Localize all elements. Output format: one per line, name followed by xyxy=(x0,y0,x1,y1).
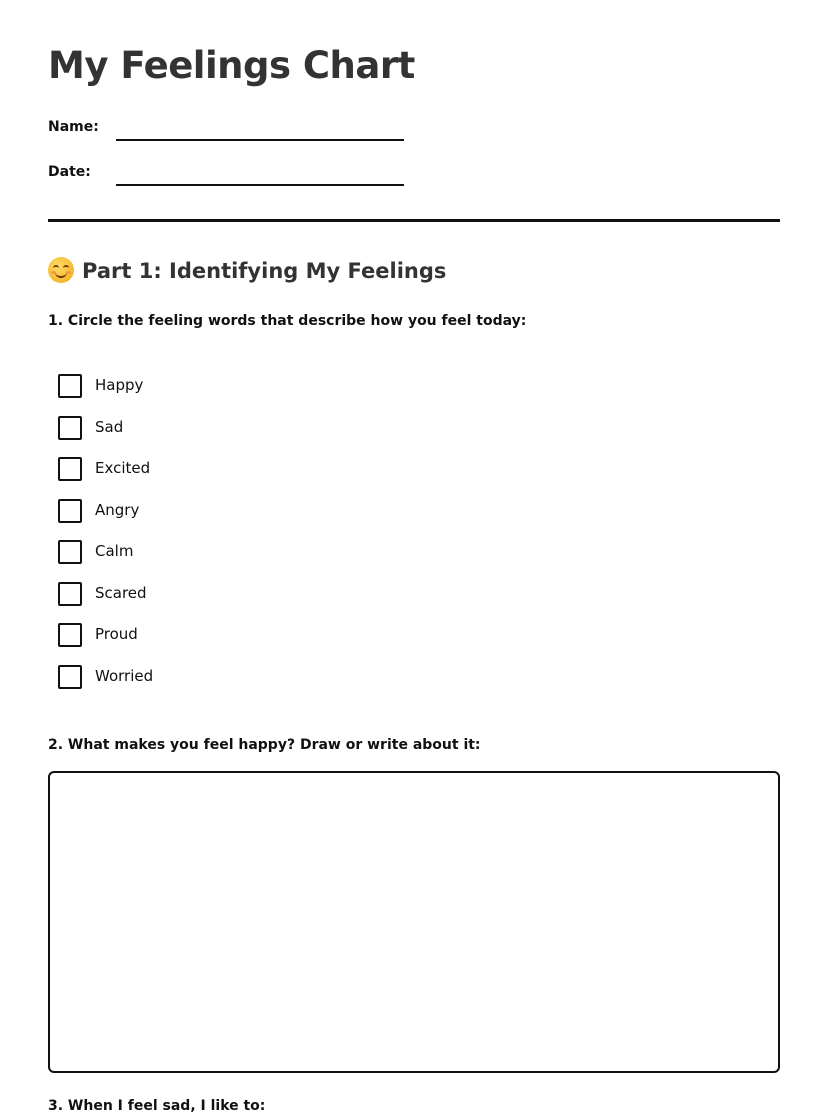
feeling-label: Excited xyxy=(95,459,151,477)
feeling-label: Proud xyxy=(95,625,138,643)
question-1: 1. Circle the feeling words that describe how you feel today: xyxy=(48,313,527,329)
header-divider xyxy=(48,219,780,222)
part1-heading xyxy=(48,257,446,285)
question-3: 3. When I feel sad, I like to: xyxy=(48,1098,266,1114)
feeling-label: Happy xyxy=(95,376,144,394)
feeling-label: Angry xyxy=(95,500,140,519)
feeling-checkbox[interactable] xyxy=(58,623,82,647)
smiling-face-icon xyxy=(48,257,74,283)
name-field xyxy=(48,118,408,144)
page-title: My Feelings Chart xyxy=(48,44,415,87)
feeling-label: Sad xyxy=(95,417,124,436)
date-field xyxy=(48,163,408,189)
date-input-line[interactable] xyxy=(116,184,404,186)
feeling-checkbox[interactable] xyxy=(58,665,82,689)
question-2: 2. What makes you feel happy? Draw or write about it: xyxy=(48,737,481,753)
feeling-label: Worried xyxy=(95,666,154,685)
feeling-checkbox[interactable] xyxy=(58,499,82,523)
part1-heading-text: Part 1: Identifying My Feelings xyxy=(82,259,447,283)
feeling-label: Calm xyxy=(95,542,134,560)
date-label: Date: xyxy=(48,164,91,180)
name-input-line[interactable] xyxy=(116,139,404,141)
feeling-checkbox[interactable] xyxy=(58,582,82,606)
feeling-checkbox[interactable] xyxy=(58,374,82,398)
name-label: Name: xyxy=(48,119,99,135)
happy-drawing-area[interactable] xyxy=(48,771,780,1073)
feeling-checkbox[interactable] xyxy=(58,540,82,564)
feeling-checkbox[interactable] xyxy=(58,416,82,440)
feeling-checkbox[interactable] xyxy=(58,457,82,481)
feeling-label: Scared xyxy=(95,583,147,602)
